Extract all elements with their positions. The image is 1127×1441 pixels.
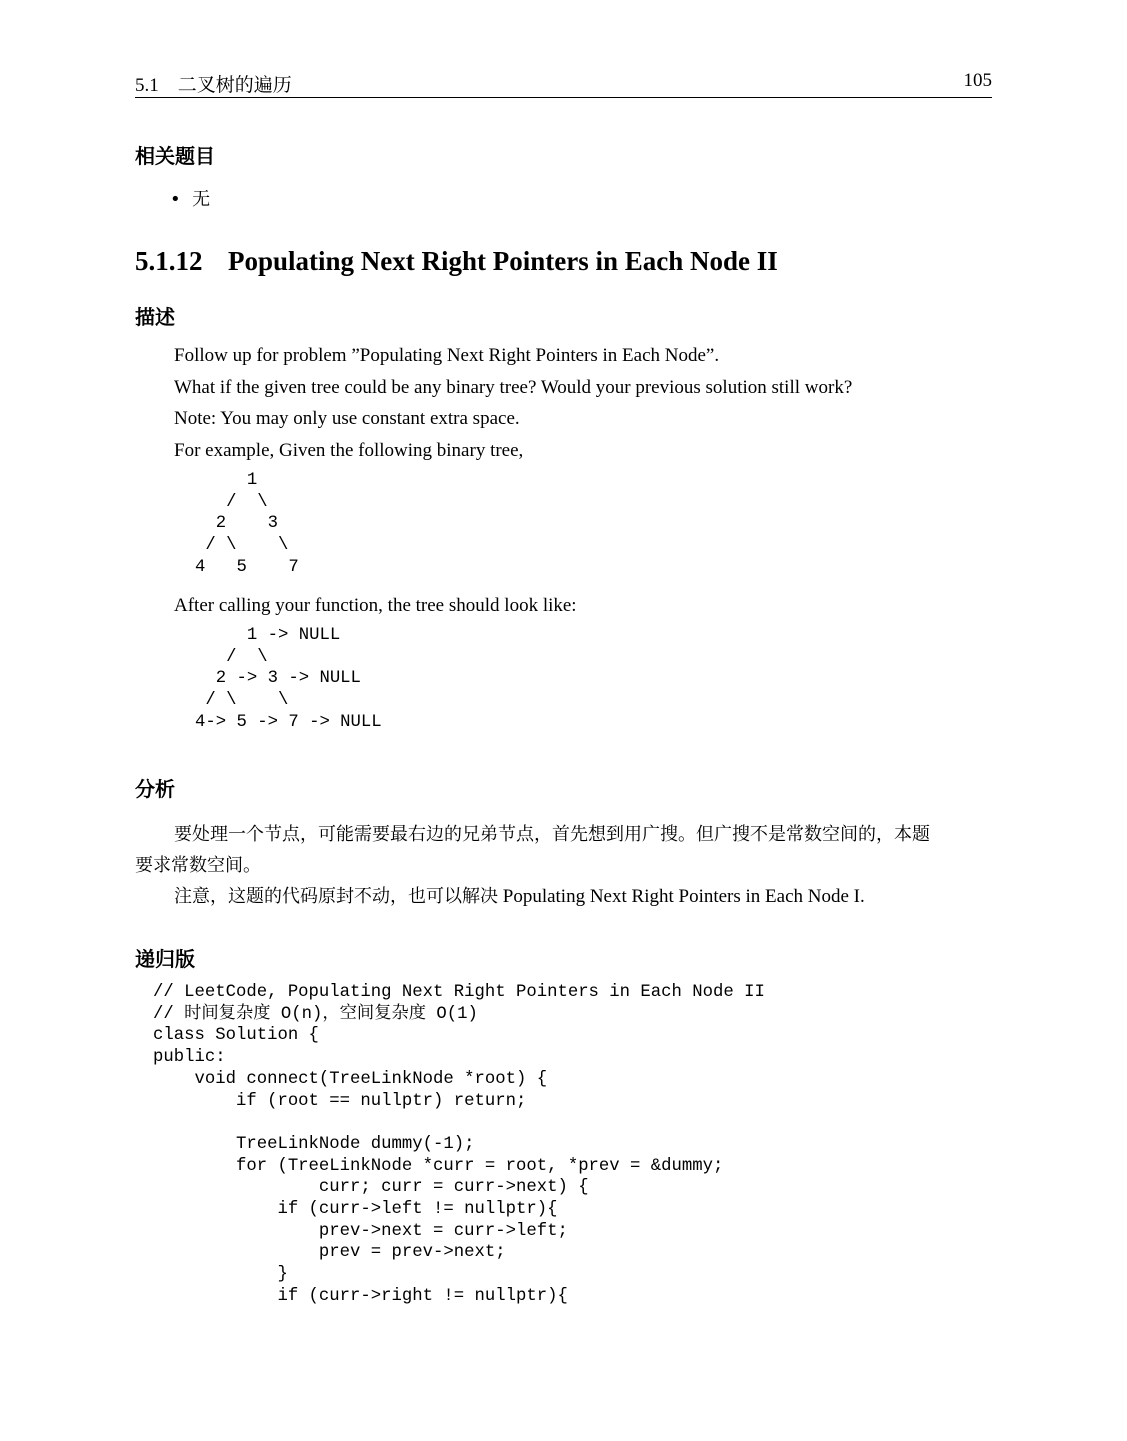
section-number: 5.1.12	[135, 246, 203, 276]
analysis-paragraph-cont: 要求常数空间。	[135, 855, 261, 876]
description-line: Note: You may only use constant extra space.	[174, 408, 520, 429]
note-cjk: 注意，这题的代码原封不动，也可以解决	[174, 886, 498, 907]
related-item: • 无	[170, 189, 211, 210]
section-title-text: Populating Next Right Pointers in Each Node II	[228, 246, 778, 276]
analysis-note	[174, 882, 865, 908]
related-heading: 相关题目	[135, 144, 215, 168]
recursive-heading: 递归版	[135, 947, 195, 971]
analysis-heading: 分析	[135, 777, 175, 801]
description-heading: 描述	[135, 305, 175, 329]
page-number: 105	[963, 70, 992, 91]
tree-after: 1 -> NULL / \ 2 -> 3 -> NULL / \ \ 4-> 5 -> 7 -> NULL	[195, 626, 382, 732]
tree-before: 1 / \ 2 3 / \ \ 4 5 7	[195, 471, 299, 577]
related-item-text: 无	[192, 189, 211, 210]
description-line: For example, Given the following binary tree,	[174, 440, 524, 461]
after-text: After calling your function, the tree should look like:	[174, 595, 577, 616]
note-en: Populating Next Right Pointers in Each Node I.	[498, 886, 865, 907]
code-block: // LeetCode, Populating Next Right Pointers in Each Node II // 时间复杂度 O(n)，空间复杂度 O(1) class Solution { public: void connect(TreeLinkNode *root) { if (root == nullptr) return; TreeLinkNode dummy(-1); for (TreeLinkNode *curr = root, *prev = &dummy; curr; curr = curr->next) { if (curr->left != nullptr){ prev->next = curr->left; prev = prev->next; } if (curr->right != nullptr){	[153, 983, 765, 1306]
description-line: What if the given tree could be any binary tree? Would your previous solution still work?	[174, 377, 853, 398]
section-title	[135, 246, 778, 277]
running-header	[135, 68, 992, 98]
description-line: Follow up for problem ”Populating Next Right Pointers in Each Node”.	[174, 345, 720, 366]
header-section: 5.1 二叉树的遍历	[135, 75, 292, 96]
analysis-paragraph: 要处理一个节点，可能需要最右边的兄弟节点，首先想到用广搜。但广搜不是常数空间的，本题	[174, 824, 930, 845]
